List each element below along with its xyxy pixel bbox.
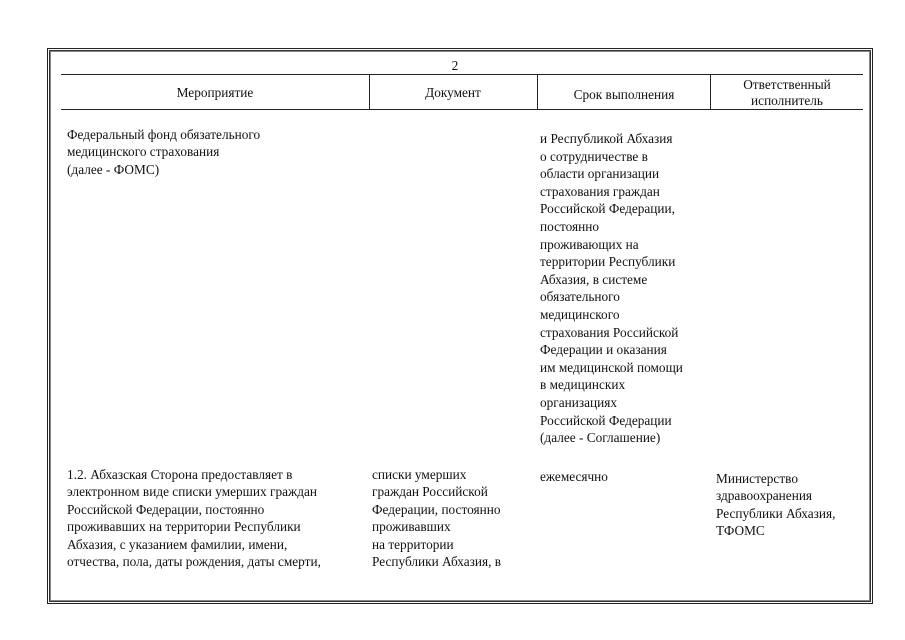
header-activity: Мероприятие [176, 85, 254, 100]
row2-responsible: Министерство здравоохранения Республики Абхазия, ТФОМС [716, 471, 836, 539]
header-document: Документ [425, 85, 481, 100]
row2-document: списки умерших граждан Российской Федерации, постоянно проживавших на территории Республики Абхазия, в [372, 467, 502, 570]
header-bottom-rule [61, 109, 863, 110]
row1-deadline: и Республикой Абхазия о сотрудничестве в области организации страхования граждан Российской Федерации, постоянно проживающих на территории Республики Абхазия, в системе обязательного медицинского страхования Российской Федерации и оказания им медицинской помощи в медицинских организациях Российской Федерации (далее - Соглашение) [540, 131, 683, 446]
page-number: 2 [451, 58, 459, 73]
header-deadline: Срок выполнения [573, 87, 675, 102]
row2-deadline: ежемесячно [540, 469, 608, 484]
row1-activity: Федеральный фонд обязательного медицинского страхования (далее - ФОМС) [67, 127, 261, 177]
row2-activity: 1.2. Абхазская Сторона предоставляет в электронном виде списки умерших граждан Российской Федерации, постоянно проживавших на территории Республики Абхазия, с указанием фамилии, имени, отчества, пола, даты рождения, даты смерти, [67, 467, 321, 570]
header-responsible: Ответственный исполнитель [743, 77, 831, 108]
